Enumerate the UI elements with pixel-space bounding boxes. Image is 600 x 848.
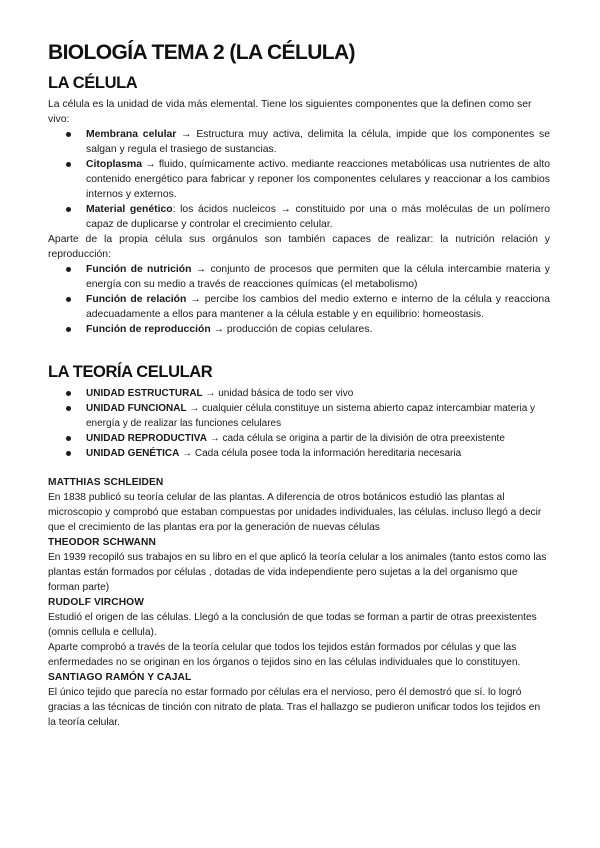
scientist-name-virchow: RUDOLF VIRCHOW (48, 597, 144, 608)
term-label: UNIDAD FUNCIONAL (86, 403, 187, 414)
scientist-paragraph: Estudió el origen de las células. Llegó a la conclusión de que todas se forman a partir de otras preexistentes (omnis cellula e cellula). (48, 612, 537, 638)
term-description: : los ácidos nucleicos → constituido por una o más moléculas de un polímero capaz de duplicarse y controlar el crecimiento celular. (86, 204, 550, 230)
list-item-reproduccion (86, 322, 550, 337)
organelles-intro-paragraph: Aparte de la propia célula sus orgánulos son también capaces de realizar: la nutrición relación y reproducción: (48, 234, 550, 260)
term-label: Material genético (86, 204, 173, 215)
term-description: → producción de copias celulares. (210, 324, 373, 335)
section-heading-la-celula: LA CÉLULA (48, 74, 138, 92)
scientist-paragraph: El único tejido que parecía no estar formado por células era el nervioso, pero él demostró que sí. lo logró gracias a las técnicas de tinción con nitrato de plata. Tras el hallazgo se pudieron unificar todos los tejidos en la teoría celular. (48, 687, 541, 728)
scientists-section (48, 475, 550, 730)
scientist-paragraph: Aparte comprobó a través de la teoría celular que todos los tejidos están formados por células y que las enfermedades no se originan en los órganos o tejidos sino en las células individuales que lo constituyen. (48, 642, 521, 668)
term-description: → cualquier célula constituye un sistema abierto capaz intercambiar materia y energía y de realizar las funciones celulares (86, 403, 536, 429)
term-label: UNIDAD ESTRUCTURAL (86, 388, 203, 399)
cell-intro-paragraph: La célula es la unidad de vida más elemental. Tiene los siguientes componentes que la definen como ser vivo: (48, 99, 532, 125)
scientist-paragraph: En 1939 recopiló sus trabajos en su libro en el que aplicó la teoría celular a los animales (tanto estos como las plantas están formados por células , dotadas de vida independiente pero sujetas a la del organismo que forman parte) (48, 552, 547, 593)
list-item-citoplasma (86, 157, 550, 202)
document-title: BIOLOGÍA TEMA 2 (LA CÉLULA) (48, 41, 355, 64)
document-page (48, 40, 550, 730)
list-item-unidad-funcional (86, 401, 550, 431)
list-item-unidad-genetica (86, 446, 550, 461)
term-label: Citoplasma (86, 159, 143, 170)
term-description: → fluido, químicamente activo. mediante reacciones metabólicas usa nutrientes de alto contenido energético para fabricar y reponer los componentes celulares y reaccionar a los cambios internos y externos. (86, 159, 550, 200)
list-item-material-genetico (86, 202, 550, 232)
term-description: → Cada célula posee toda la información hereditaria necesaria (179, 448, 462, 459)
list-item-nutricion (86, 262, 550, 292)
term-label: Membrana celular (86, 129, 177, 140)
section-heading-teoria-celular: LA TEORÍA CELULAR (48, 363, 213, 381)
term-description: → cada célula se origina a partir de la división de otra preexistente (206, 433, 505, 444)
term-label: Función de reproducción (86, 324, 211, 335)
term-description: → conjunto de procesos que permiten que la célula intercambie materia y energía con su medio a través de reacciones químicas (el metabolismo) (86, 264, 550, 290)
list-item-unidad-estructural (86, 386, 550, 401)
term-description: → unidad básica de todo ser vivo (202, 388, 354, 399)
scientist-name-schleiden: MATTHIAS SCHLEIDEN (48, 477, 164, 488)
scientist-name-schwann: THEODOR SCHWANN (48, 537, 156, 548)
term-label: UNIDAD REPRODUCTIVA (86, 433, 207, 444)
scientist-paragraph: En 1838 publicó su teoría celular de las plantas. A diferencia de otros botánicos estudió las plantas al microscopio y comprobó que estaban compuestas por unidades individuales, las células. incluso llegó a decir que el crecimiento de las plantas era por la generación de nuevas células (48, 492, 542, 533)
list-item-relacion (86, 292, 550, 322)
cell-theory-principles-list (48, 386, 550, 461)
list-item-unidad-reproductiva (86, 431, 550, 446)
term-label: Función de nutrición (86, 264, 192, 275)
term-label: Función de relación (86, 294, 187, 305)
cell-functions-list (48, 262, 550, 337)
term-label: UNIDAD GENÉTICA (86, 448, 180, 459)
term-description: → percibe los cambios del medio externo e interno de la célula y reacciona adecuadamente a ellos para mantener a la célula estable y en equilibrio: homeostasis. (86, 294, 550, 320)
scientist-name-ramon-y-cajal: SANTIAGO RAMÓN Y CAJAL (48, 672, 192, 683)
list-item-membrana (86, 127, 550, 157)
cell-components-list (48, 127, 550, 232)
term-description: → Estructura muy activa, delimita la célula, impide que los componentes se salgan y regula el trasiego de sustancias. (86, 129, 551, 155)
